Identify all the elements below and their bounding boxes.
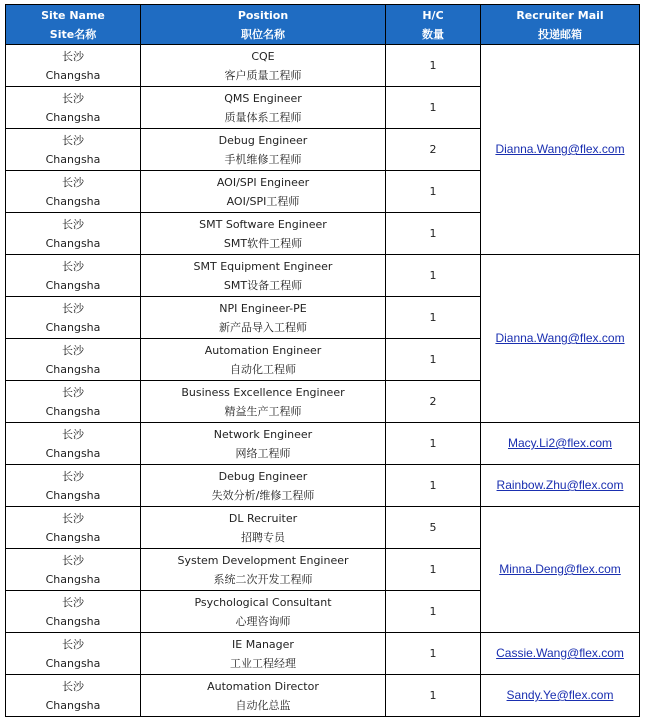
position-cell: CQE 客户质量工程师	[141, 45, 386, 87]
table-row	[6, 255, 640, 297]
hc-cell: 1	[386, 297, 481, 339]
recruiter-mail-link[interactable]: Sandy.Ye@flex.com	[506, 688, 614, 702]
recruiter-mail-link[interactable]: Rainbow.Zhu@flex.com	[496, 478, 624, 492]
hc-cell: 2	[386, 381, 481, 423]
site-cell: 长沙 Changsha	[6, 381, 141, 423]
position-cell: AOI/SPI Engineer AOI/SPI工程师	[141, 171, 386, 213]
hc-cell: 1	[386, 171, 481, 213]
table-row	[6, 633, 640, 675]
table-row	[6, 675, 640, 717]
position-cell: SMT Equipment Engineer SMT设备工程师	[141, 255, 386, 297]
header-position: Position 职位名称	[141, 5, 386, 45]
recruiter-mail-cell	[481, 255, 640, 423]
recruiter-mail-link[interactable]: Dianna.Wang@flex.com	[495, 331, 625, 345]
site-cell: 长沙 Changsha	[6, 591, 141, 633]
position-cell: IE Manager 工业工程经理	[141, 633, 386, 675]
recruiter-mail-cell	[481, 465, 640, 507]
site-cell: 长沙 Changsha	[6, 255, 141, 297]
site-cell: 长沙 Changsha	[6, 87, 141, 129]
site-cell: 长沙 Changsha	[6, 465, 141, 507]
table-row	[6, 45, 640, 87]
hc-cell: 1	[386, 423, 481, 465]
hc-cell: 1	[386, 213, 481, 255]
hc-cell: 1	[386, 591, 481, 633]
hc-cell: 1	[386, 255, 481, 297]
site-cell: 长沙 Changsha	[6, 507, 141, 549]
position-cell: Automation Engineer 自动化工程师	[141, 339, 386, 381]
site-cell: 长沙 Changsha	[6, 339, 141, 381]
site-cell: 长沙 Changsha	[6, 45, 141, 87]
site-cell: 长沙 Changsha	[6, 297, 141, 339]
site-cell: 长沙 Changsha	[6, 549, 141, 591]
table-row	[6, 423, 640, 465]
recruiter-mail-link[interactable]: Macy.Li2@flex.com	[508, 436, 612, 450]
position-cell: System Development Engineer 系统二次开发工程师	[141, 549, 386, 591]
hc-cell: 1	[386, 675, 481, 717]
table-row	[6, 465, 640, 507]
hc-cell: 2	[386, 129, 481, 171]
site-cell: 长沙 Changsha	[6, 675, 141, 717]
site-cell: 长沙 Changsha	[6, 633, 141, 675]
table-body	[6, 45, 640, 717]
site-cell: 长沙 Changsha	[6, 423, 141, 465]
position-cell: Psychological Consultant 心理咨询师	[141, 591, 386, 633]
recruiter-mail-cell	[481, 675, 640, 717]
hc-cell: 1	[386, 45, 481, 87]
header-recruiter-mail: Recruiter Mail 投递邮箱	[481, 5, 640, 45]
table-row	[6, 507, 640, 549]
site-cell: 长沙 Changsha	[6, 213, 141, 255]
position-cell: Debug Engineer 手机维修工程师	[141, 129, 386, 171]
position-cell: Network Engineer 网络工程师	[141, 423, 386, 465]
recruiter-mail-link[interactable]: Dianna.Wang@flex.com	[495, 142, 625, 156]
hc-cell: 1	[386, 87, 481, 129]
site-cell: 长沙 Changsha	[6, 171, 141, 213]
hc-cell: 1	[386, 633, 481, 675]
position-cell: DL Recruiter 招聘专员	[141, 507, 386, 549]
position-cell: QMS Engineer 质量体系工程师	[141, 87, 386, 129]
header-row	[6, 5, 640, 45]
recruiter-mail-link[interactable]: Cassie.Wang@flex.com	[496, 646, 624, 660]
position-cell: Debug Engineer 失效分析/维修工程师	[141, 465, 386, 507]
position-cell: SMT Software Engineer SMT软件工程师	[141, 213, 386, 255]
hc-cell: 1	[386, 465, 481, 507]
site-cell: 长沙 Changsha	[6, 129, 141, 171]
header-site: Site Name Site名称	[6, 5, 141, 45]
recruiter-mail-cell	[481, 45, 640, 255]
recruiter-mail-cell	[481, 507, 640, 633]
position-cell: NPI Engineer-PE 新产品导入工程师	[141, 297, 386, 339]
position-cell: Business Excellence Engineer 精益生产工程师	[141, 381, 386, 423]
recruiter-mail-cell	[481, 633, 640, 675]
position-cell: Automation Director 自动化总监	[141, 675, 386, 717]
header-hc: H/C 数量	[386, 5, 481, 45]
recruiter-mail-link[interactable]: Minna.Deng@flex.com	[499, 562, 621, 576]
hc-cell: 1	[386, 549, 481, 591]
recruiter-mail-cell	[481, 423, 640, 465]
hc-cell: 5	[386, 507, 481, 549]
hc-cell: 1	[386, 339, 481, 381]
job-openings-table	[5, 4, 640, 717]
